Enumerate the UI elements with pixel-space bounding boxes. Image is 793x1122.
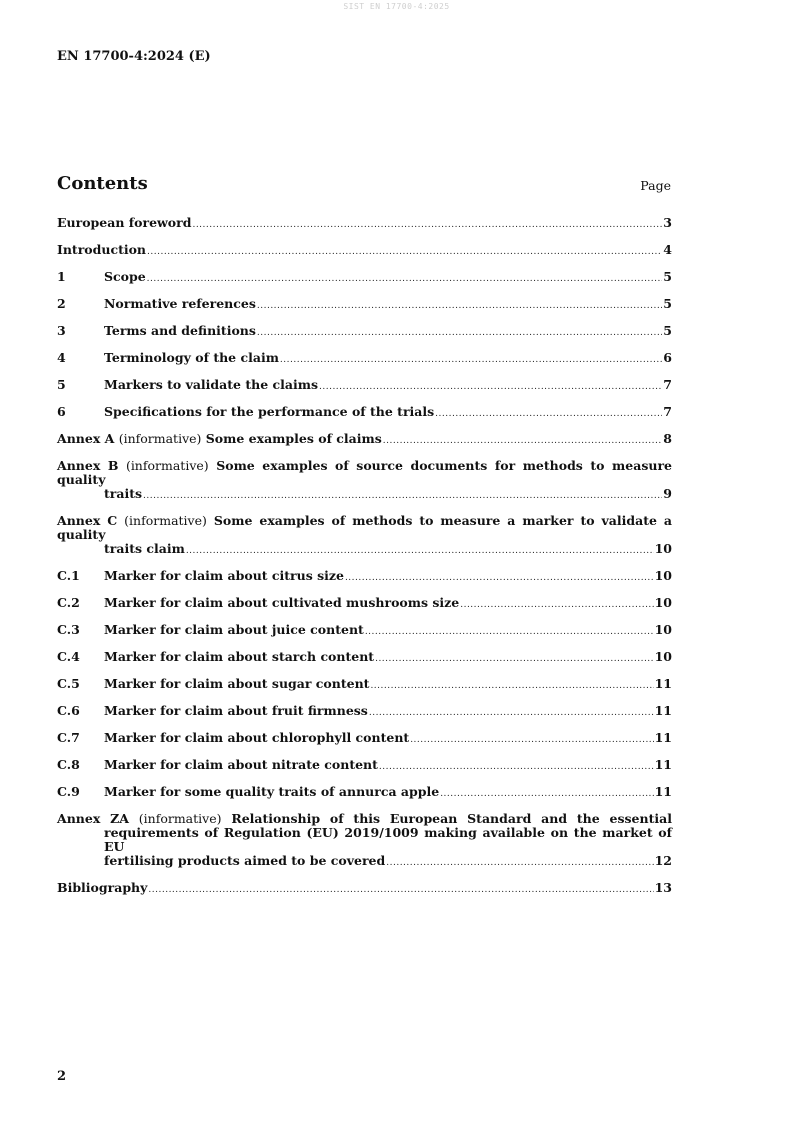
toc-page: 11 — [654, 784, 672, 799]
toc-title-line-1: Some examples of methods to measure a marker to validate a quality — [57, 513, 672, 542]
toc-title: Terminology of the claim — [104, 350, 279, 365]
dot-leader — [147, 245, 662, 259]
toc-title-line-2: requirements of Regulation (EU) 2019/1009 making available on the market of EU — [104, 825, 672, 854]
dot-leader — [410, 733, 653, 747]
dot-leader — [147, 272, 663, 286]
page-column-label: Page — [640, 178, 671, 193]
contents-heading: Contents — [57, 173, 148, 194]
toc-number: 4 — [57, 350, 66, 365]
toc-entry-foreword[interactable] — [57, 216, 672, 232]
toc-entry-c1[interactable] — [57, 569, 672, 585]
toc-title-line-1: Some examples of source documents for methods to measure quality — [57, 458, 672, 487]
toc-entry-c6[interactable] — [57, 704, 672, 720]
toc-entry-c4[interactable] — [57, 650, 672, 666]
toc-number: 3 — [57, 323, 66, 338]
dot-leader — [148, 883, 653, 897]
toc-page: 5 — [663, 296, 672, 311]
toc-page: 12 — [654, 853, 672, 868]
annex-status: (informative) — [138, 811, 222, 826]
dot-leader — [319, 380, 662, 394]
toc-number: C.2 — [57, 595, 80, 610]
annex-label: Annex ZA — [57, 811, 129, 826]
toc-page: 11 — [654, 703, 672, 718]
dot-leader — [435, 407, 662, 421]
toc-entry-c7[interactable] — [57, 731, 672, 747]
toc-title: Normative references — [104, 296, 256, 311]
toc-title: European foreword — [57, 215, 192, 230]
toc-title: Marker for claim about nitrate content — [104, 757, 378, 772]
toc-entry-annex-za[interactable] — [57, 812, 672, 870]
toc-title-line-2: traits claim — [104, 541, 185, 556]
toc-number: C.5 — [57, 676, 80, 691]
toc-number: C.3 — [57, 622, 80, 637]
toc-entry-c9[interactable] — [57, 785, 672, 801]
annex-label: Annex B — [57, 458, 119, 473]
dot-leader — [386, 856, 653, 870]
toc-title: Terms and definitions — [104, 323, 256, 338]
toc-title: Some examples of claims — [205, 431, 382, 446]
toc-number: C.8 — [57, 757, 80, 772]
toc-page: 3 — [663, 215, 672, 230]
dot-leader — [257, 299, 662, 313]
table-of-contents — [57, 216, 672, 908]
document-code: EN 17700-4:2024 (E) — [57, 49, 211, 64]
toc-page: 8 — [663, 431, 672, 446]
toc-page: 10 — [654, 568, 672, 583]
toc-entry-clause-4[interactable] — [57, 351, 672, 367]
dot-leader — [345, 571, 654, 585]
watermark: SIST EN 17700-4:2025 — [343, 2, 450, 11]
dot-leader — [383, 434, 663, 448]
toc-number: 1 — [57, 269, 66, 284]
toc-page: 10 — [654, 541, 672, 556]
toc-page: 11 — [654, 676, 672, 691]
toc-title: Marker for claim about starch content — [104, 649, 375, 664]
page-number: 2 — [57, 1069, 67, 1084]
toc-page: 6 — [663, 350, 672, 365]
toc-number: 2 — [57, 296, 66, 311]
toc-number: C.1 — [57, 568, 80, 583]
toc-title: Markers to validate the claims — [104, 377, 318, 392]
toc-title: Bibliography — [57, 880, 148, 895]
toc-page: 10 — [654, 622, 672, 637]
toc-entry-introduction[interactable] — [57, 243, 672, 259]
toc-entry-clause-3[interactable] — [57, 324, 672, 340]
toc-entry-c5[interactable] — [57, 677, 672, 693]
dot-leader — [143, 489, 662, 503]
dot-leader — [192, 218, 662, 232]
toc-title: Marker for claim about fruit firmness — [104, 703, 368, 718]
toc-page: 7 — [663, 404, 672, 419]
annex-status: (informative) — [124, 513, 207, 528]
toc-title: Marker for claim about cultivated mushrooms size — [104, 595, 460, 610]
dot-leader — [370, 679, 653, 693]
toc-number: C.9 — [57, 784, 80, 799]
toc-number: C.7 — [57, 730, 80, 745]
toc-page: 5 — [663, 269, 672, 284]
toc-entry-clause-5[interactable] — [57, 378, 672, 394]
toc-entry-clause-1[interactable] — [57, 270, 672, 286]
annex-status: (informative) — [125, 458, 209, 473]
annex-label: Annex C — [57, 513, 118, 528]
toc-number: C.6 — [57, 703, 80, 718]
dot-leader — [365, 625, 654, 639]
toc-title: Marker for claim about chlorophyll content — [104, 730, 410, 745]
toc-page: 11 — [654, 730, 672, 745]
toc-title: Scope — [104, 269, 146, 284]
toc-page: 13 — [654, 880, 672, 895]
toc-title: Marker for claim about citrus size — [104, 568, 344, 583]
toc-title: Marker for claim about sugar content — [104, 676, 370, 691]
toc-title-line-2: traits — [104, 486, 143, 501]
annex-label: Annex A — [57, 431, 115, 446]
toc-entry-c2[interactable] — [57, 596, 672, 612]
toc-page: 10 — [654, 595, 672, 610]
toc-entry-annex-a[interactable] — [57, 432, 672, 448]
toc-entry-annex-b[interactable] — [57, 459, 672, 503]
toc-entry-c3[interactable] — [57, 623, 672, 639]
toc-title: Marker for claim about juice content — [104, 622, 364, 637]
dot-leader — [186, 544, 654, 558]
dot-leader — [369, 706, 654, 720]
toc-entry-c8[interactable] — [57, 758, 672, 774]
toc-title-line-3: fertilising products aimed to be covered — [104, 853, 386, 868]
dot-leader — [460, 598, 653, 612]
toc-page: 5 — [663, 323, 672, 338]
toc-page: 7 — [663, 377, 672, 392]
toc-title-line-1: Relationship of this European Standard and the essential — [231, 811, 672, 826]
toc-title: Introduction — [57, 242, 147, 257]
toc-number: C.4 — [57, 649, 80, 664]
toc-page: 10 — [654, 649, 672, 664]
dot-leader — [440, 787, 653, 801]
toc-page: 4 — [663, 242, 672, 257]
dot-leader — [379, 760, 654, 774]
toc-entry-annex-c[interactable] — [57, 514, 672, 558]
toc-entry-bibliography[interactable] — [57, 881, 672, 897]
dot-leader — [280, 353, 662, 367]
toc-title: Marker for some quality traits of annurca apple — [104, 784, 440, 799]
toc-number: 6 — [57, 404, 66, 419]
dot-leader — [375, 652, 654, 666]
toc-page: 11 — [654, 757, 672, 772]
toc-entry-clause-2[interactable] — [57, 297, 672, 313]
toc-page: 9 — [663, 486, 672, 501]
annex-status: (informative) — [118, 431, 202, 446]
toc-title: Specifications for the performance of the trials — [104, 404, 435, 419]
toc-number: 5 — [57, 377, 66, 392]
toc-entry-clause-6[interactable] — [57, 405, 672, 421]
dot-leader — [257, 326, 662, 340]
